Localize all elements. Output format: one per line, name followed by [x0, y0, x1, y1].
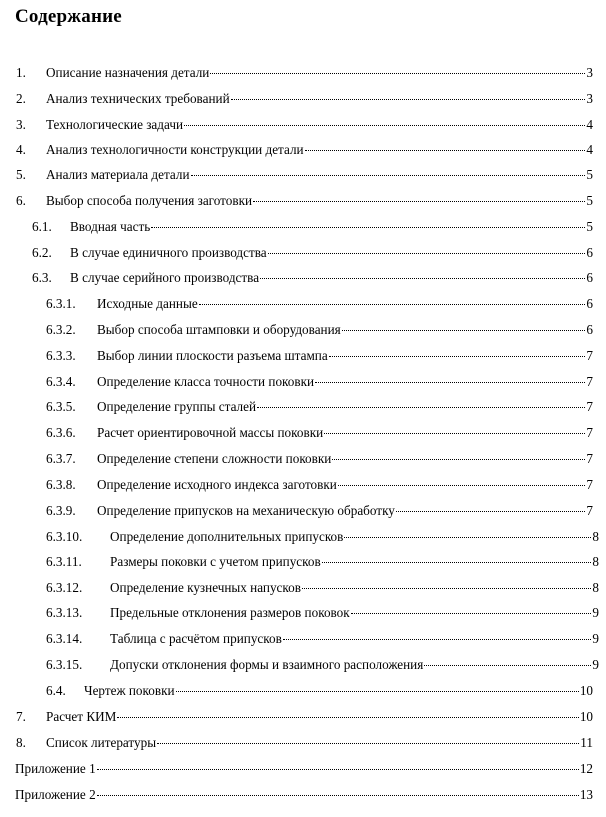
page-title: Содержание [15, 6, 122, 27]
toc-title: Анализ материала детали [46, 167, 190, 182]
dot-leader [344, 537, 591, 538]
toc-title: В случае единичного производства [70, 245, 267, 260]
toc-number: 6.3.15. [46, 657, 83, 672]
toc-entry-appendix-2[interactable] [15, 786, 593, 804]
toc-number: 6.3.6. [46, 425, 76, 440]
toc-number: 6.3.7. [46, 451, 76, 466]
toc-number: 6.3.8. [46, 477, 76, 492]
toc-number: 6.3.1. [46, 296, 76, 311]
toc-entry-6-3-12[interactable] [46, 579, 599, 597]
toc-page-number: 13 [579, 787, 593, 802]
toc-number: 6.1. [32, 219, 52, 234]
toc-entry-6-3-9[interactable] [46, 502, 593, 520]
dot-leader [322, 562, 592, 563]
toc-entry-6-4[interactable] [46, 682, 593, 700]
toc-page-number: 10 [579, 709, 593, 724]
toc-title: Определение исходного индекса заготовки [97, 477, 337, 492]
toc-page-number: 5 [586, 167, 593, 182]
toc-number: 6.3.11. [46, 554, 82, 569]
toc-page-number: 12 [579, 761, 593, 776]
toc-entry-6[interactable] [16, 192, 593, 210]
dot-leader [342, 330, 586, 331]
toc-number: 6.3.4. [46, 374, 76, 389]
dot-leader [97, 795, 579, 796]
toc-page-number: 6 [586, 270, 593, 285]
toc-title: Расчет ориентировочной массы поковки [97, 425, 324, 440]
toc-entry-6-3-11[interactable] [46, 553, 599, 571]
toc-page-number: 9 [592, 605, 599, 620]
dot-leader [329, 356, 586, 357]
toc-page-number: 7 [586, 477, 593, 492]
toc-page-number: 4 [586, 142, 593, 157]
dot-leader [324, 433, 585, 434]
toc-page-number: 7 [586, 374, 593, 389]
toc-title: Список литературы [46, 735, 157, 750]
toc-number: 6.3.14. [46, 631, 83, 646]
toc-title: Приложение 1 [15, 761, 96, 776]
toc-title: Определение степени сложности поковки [97, 451, 332, 466]
toc-entry-6-3[interactable] [32, 269, 593, 287]
dot-leader [117, 717, 578, 718]
toc-number: 6.3.12. [46, 580, 83, 595]
dot-leader [199, 304, 586, 305]
toc-page-number: 11 [580, 735, 593, 750]
dot-leader [157, 743, 579, 744]
toc-page-number: 9 [592, 657, 599, 672]
toc-page-number: 9 [592, 631, 599, 646]
dot-leader [332, 459, 585, 460]
toc-title: Выбор линии плоскости разъема штампа [97, 348, 328, 363]
toc-page-number: 7 [586, 451, 593, 466]
dot-leader [176, 691, 579, 692]
toc-number: 3. [16, 117, 26, 132]
toc-page-number: 3 [586, 91, 593, 106]
toc-entry-appendix-1[interactable] [15, 760, 593, 778]
toc-title: Расчет КИМ [46, 709, 117, 724]
toc-number: 2. [16, 91, 26, 106]
toc-entry-6-3-13[interactable] [46, 604, 599, 622]
toc-entry-6-3-15[interactable] [46, 656, 599, 674]
toc-entry-3[interactable] [16, 116, 593, 134]
toc-page-number: 10 [579, 683, 593, 698]
dot-leader [97, 769, 579, 770]
toc-number: 6. [16, 193, 26, 208]
toc-entry-2[interactable] [16, 90, 593, 108]
toc-number: 6.2. [32, 245, 52, 260]
toc-entry-6-3-1[interactable] [46, 295, 593, 313]
toc-title: Определение кузнечных напусков [110, 580, 301, 595]
toc-number: 1. [16, 65, 26, 80]
toc-entry-6-3-6[interactable] [46, 424, 593, 442]
toc-title: Анализ технологичности конструкции детали [46, 142, 304, 157]
toc-page-number: 6 [586, 245, 593, 260]
dot-leader [315, 382, 585, 383]
toc-title: Определение припусков на механическую обработку [97, 503, 395, 518]
toc-page-number: 5 [586, 193, 593, 208]
toc-title: Технологические задачи [46, 117, 184, 132]
toc-title: Определение группы сталей [97, 399, 257, 414]
toc-page-number: 8 [592, 580, 599, 595]
dot-leader [257, 407, 585, 408]
toc-title: Определение дополнительных припусков [110, 529, 344, 544]
toc-title: Предельные отклонения размеров поковок [110, 605, 350, 620]
toc-page-number: 8 [592, 529, 599, 544]
dot-leader [268, 253, 586, 254]
toc-title: Вводная часть [70, 219, 151, 234]
toc-entry-8[interactable] [16, 734, 593, 752]
toc-entry-4[interactable] [16, 141, 593, 159]
toc-number: 7. [16, 709, 26, 724]
dot-leader [253, 201, 585, 202]
toc-title: Анализ технических требований [46, 91, 230, 106]
toc-entry-7[interactable] [16, 708, 593, 726]
dot-leader [351, 613, 592, 614]
toc-entry-6-1[interactable] [32, 218, 593, 236]
dot-leader [260, 278, 585, 279]
toc-page-number: 7 [586, 425, 593, 440]
toc-page-number: 4 [586, 117, 593, 132]
toc-entry-6-3-10[interactable] [46, 528, 599, 546]
toc-title: Размеры поковки с учетом припусков [110, 554, 321, 569]
toc-number: 6.3.13. [46, 605, 83, 620]
toc-number: 5. [16, 167, 26, 182]
toc-entry-6-3-8[interactable] [46, 476, 593, 494]
toc-title: Определение класса точности поковки [97, 374, 315, 389]
dot-leader [305, 150, 586, 151]
toc-entry-1[interactable] [16, 64, 593, 82]
toc-title: Приложение 2 [15, 787, 96, 802]
toc-title: Описание назначения детали [46, 65, 210, 80]
toc-number: 6.3.3. [46, 348, 76, 363]
dot-leader [191, 175, 586, 176]
toc-number: 4. [16, 142, 26, 157]
toc-title: Выбор способа получения заготовки [46, 193, 253, 208]
toc-entry-6-3-7[interactable] [46, 450, 593, 468]
toc-title: Выбор способа штамповки и оборудования [97, 322, 341, 337]
toc-entry-6-3-2[interactable] [46, 321, 593, 339]
dot-leader [231, 99, 586, 100]
toc-page-number: 7 [586, 503, 593, 518]
toc-title: Исходные данные [97, 296, 198, 311]
toc-entry-6-3-4[interactable] [46, 373, 593, 391]
toc-number: 6.3. [32, 270, 52, 285]
toc-number: 6.3.10. [46, 529, 83, 544]
dot-leader [396, 511, 586, 512]
toc-number: 6.4. [46, 683, 66, 698]
toc-entry-6-3-3[interactable] [46, 347, 593, 365]
toc-page-number: 7 [586, 348, 593, 363]
toc-entry-6-3-14[interactable] [46, 630, 599, 648]
toc-title: Таблица с расчётом припусков [110, 631, 282, 646]
toc-title: Чертеж поковки [84, 683, 175, 698]
toc-page-number: 7 [586, 399, 593, 414]
toc-page-number: 8 [592, 554, 599, 569]
toc-page-number: 6 [586, 322, 593, 337]
dot-leader [424, 665, 591, 666]
dot-leader [184, 125, 585, 126]
toc-page-number: 5 [586, 219, 593, 234]
toc-title: В случае серийного производства [70, 270, 260, 285]
toc-number: 6.3.5. [46, 399, 76, 414]
toc-title: Допуски отклонения формы и взаимного расположения [110, 657, 424, 672]
toc-entry-6-2[interactable] [32, 244, 593, 262]
toc-entry-6-3-5[interactable] [46, 398, 593, 416]
toc-page-number: 3 [586, 65, 593, 80]
toc-number: 8. [16, 735, 26, 750]
dot-leader [338, 485, 586, 486]
toc-number: 6.3.9. [46, 503, 76, 518]
toc-page-number: 6 [586, 296, 593, 311]
dot-leader [283, 639, 592, 640]
dot-leader [302, 588, 591, 589]
toc-entry-5[interactable] [16, 166, 593, 184]
toc-number: 6.3.2. [46, 322, 76, 337]
dot-leader [210, 73, 585, 74]
dot-leader [151, 227, 585, 228]
